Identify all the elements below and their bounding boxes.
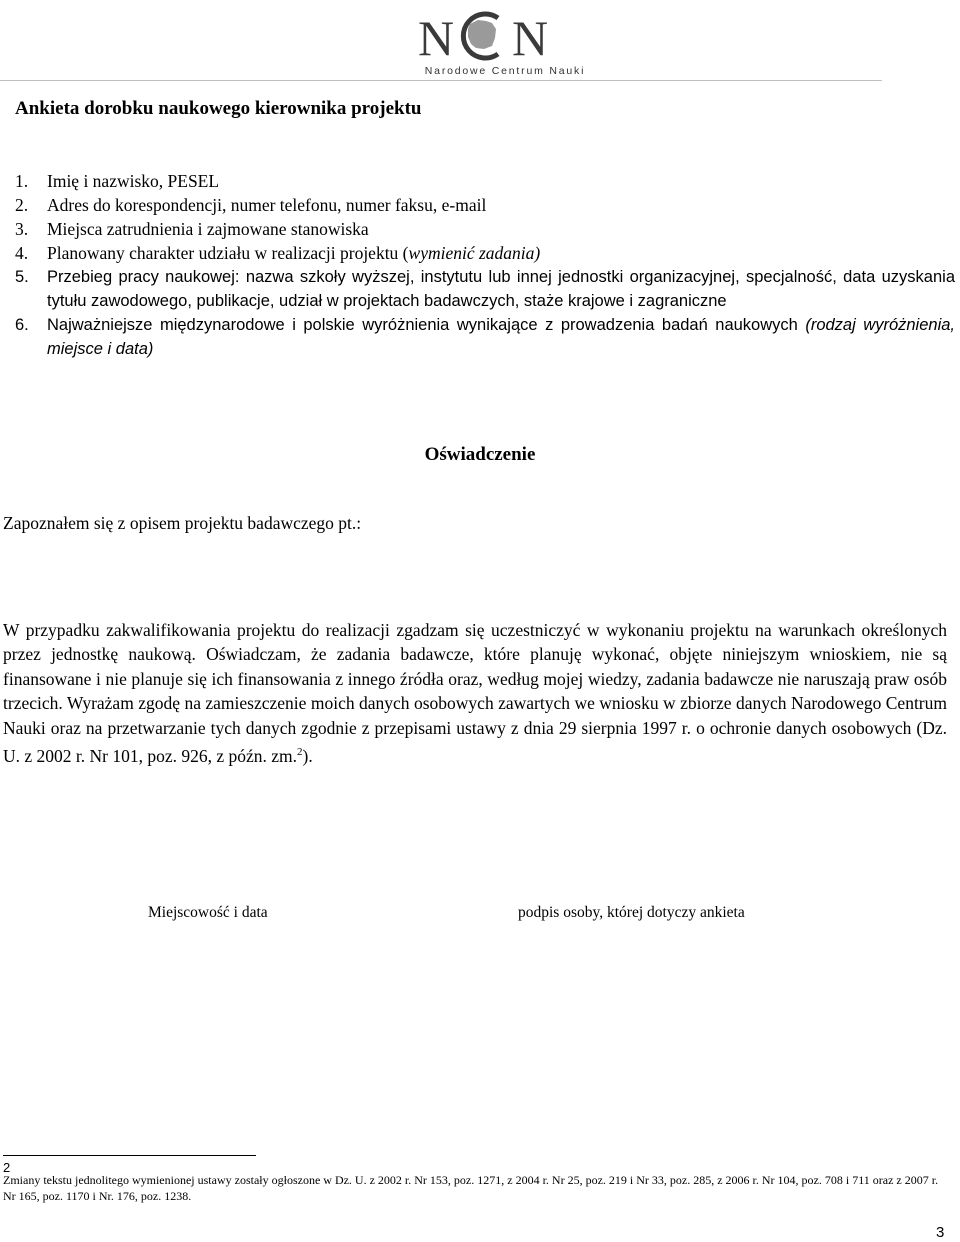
list-item xyxy=(15,193,955,217)
list-item-text: Planowany charakter udziału w realizacji projektu ( xyxy=(47,243,409,263)
statement-body xyxy=(3,618,947,768)
list-item xyxy=(15,217,955,241)
list-item-italic-note: (rodzaj wyróżnienia, miejsce i data) xyxy=(47,316,955,358)
svg-text:N: N xyxy=(512,10,549,64)
document-title: Ankieta dorobku naukowego kierownika projektu xyxy=(15,98,422,119)
footnote-mark: 2 xyxy=(3,1160,11,1175)
footnote-divider xyxy=(3,1155,256,1156)
list-item-number: 4. xyxy=(15,243,29,263)
list-item xyxy=(15,313,955,361)
list-item-number: 6. xyxy=(15,316,29,334)
list-item-text: Imię i nazwisko, PESEL xyxy=(47,171,220,191)
logo-caption: Narodowe Centrum Nauki xyxy=(424,65,586,77)
list-item-italic-note: wymienić zadania) xyxy=(408,243,541,263)
logo-mark-icon xyxy=(418,8,588,64)
footnote xyxy=(3,1160,953,1204)
svg-text:N: N xyxy=(418,10,455,64)
ncn-logo xyxy=(418,8,588,78)
footnote-reference: 2 xyxy=(297,746,303,759)
place-and-date-label: Miejscowość i data xyxy=(148,904,268,921)
page-number: 3 xyxy=(936,1224,945,1241)
list-item-number: 2. xyxy=(15,195,29,215)
signature-label: podpis osoby, której dotyczy ankieta xyxy=(518,904,745,921)
list-item-text: Miejsca zatrudnienia i zajmowane stanowiska xyxy=(47,219,369,239)
statement-intro: Zapoznałem się z opisem projektu badawczego pt.: xyxy=(3,513,362,533)
list-item-text: Przebieg pracy naukowej: nazwa szkoły wyższej, instytutu lub innej jednostki organizacyjnej, specjalność, data uzyskania tytułu zawodowego, publikacje, udział w projektach badawczych, staże krajowe i zagraniczne xyxy=(47,268,955,310)
list-item xyxy=(15,241,955,265)
list-item-number: 1. xyxy=(15,171,29,191)
list-item-text: Najważniejsze międzynarodowe i polskie wyróżnienia wynikające z prowadzenia badań naukowych xyxy=(47,316,798,334)
list-item-text: Adres do korespondencji, numer telefonu, numer faksu, e-mail xyxy=(47,195,487,215)
footnote-text: Zmiany tekstu jednolitego wymienionej ustawy zostały ogłoszone w Dz. U. z 2002 r. Nr 153, poz. 1271, z 2004 r. Nr 25, poz. 219 i Nr 33, poz. 285, z 2006 r. Nr 104, poz. 708 i 711 oraz z 2007 r. Nr 165, poz. 1170 i Nr. 176, poz. 1238. xyxy=(3,1173,939,1203)
list-item-number: 3. xyxy=(15,219,29,239)
header-divider xyxy=(0,80,882,81)
list-item xyxy=(15,169,955,193)
statement-heading: Oświadczenie xyxy=(424,444,536,465)
list-item xyxy=(15,265,955,313)
statement-body-text: W przypadku zakwalifikowania projektu do realizacji zgadzam się uczestniczyć w wykonaniu projektu na warunkach określonych przez jednostkę naukową. Oświadczam, że zadania badawcze, które planuję wykonać, objęte niniejszym wnioskiem, nie są finansowane i nie planuje się ich finansowania z innego źródła oraz, według mojej wiedzy, zadania badawcze nie naruszają praw osób trzecich. Wyrażam zgodę na zamieszczenie moich danych osobowych zawartych we wniosku w zbiorze danych Narodowego Centrum Nauki oraz na przetwarzanie tych danych zgodnie z przepisami ustawy z dnia 29 sierpnia 1997 r. o ochronie danych osobowych (Dz. U. z 2002 r. Nr 101, poz. 926, z późn. zm. xyxy=(3,620,947,766)
questionnaire-list xyxy=(15,169,955,361)
statement-body-end: ). xyxy=(302,745,313,766)
list-item-number: 5. xyxy=(15,268,29,286)
